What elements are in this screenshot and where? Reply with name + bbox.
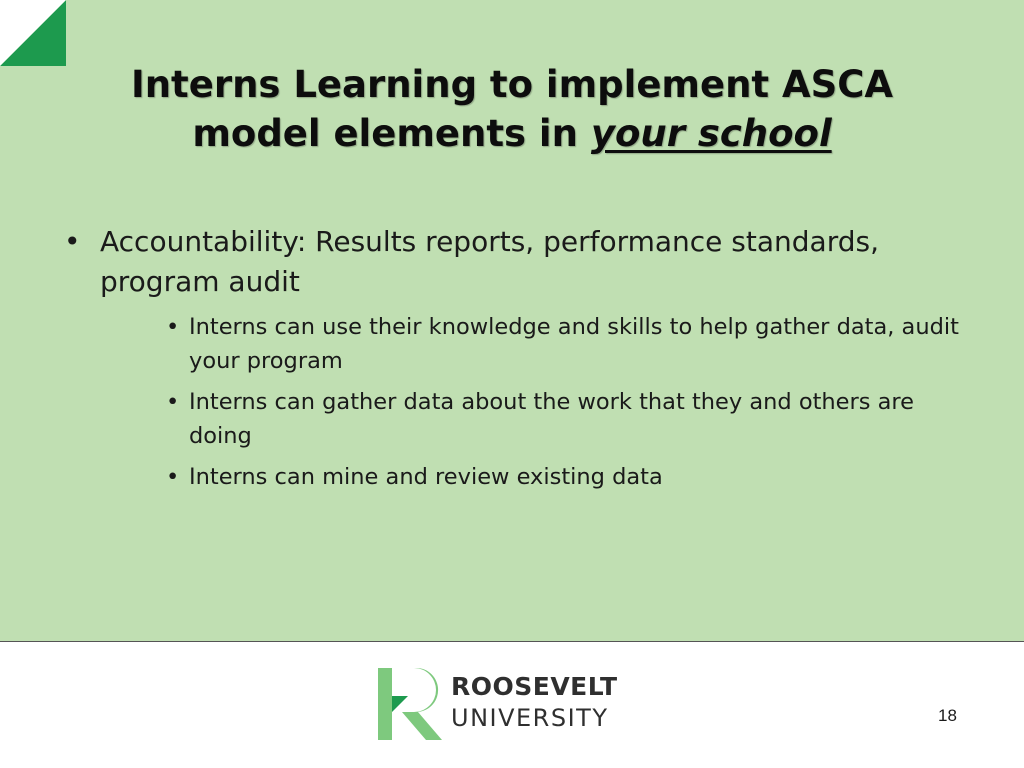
sub-bullet-text: Interns can gather data about the work that they and others are doing [189, 389, 915, 449]
title-line-2-prefix: model elements in [192, 112, 591, 155]
corner-fold-icon [0, 0, 66, 66]
bullet-accountability [64, 222, 964, 302]
sub-bullet-symbol: • [166, 314, 180, 340]
sub-bullet-text: Interns can mine and review existing data [189, 464, 663, 490]
roosevelt-r-logo-icon [378, 668, 442, 740]
page-number: 18 [938, 706, 957, 725]
bullet-text: Accountability: Results reports, performance standards, program audit [100, 225, 879, 298]
sub-bullet-symbol: • [166, 464, 180, 490]
sub-bullet-text: Interns can use their knowledge and skills to help gather data, audit your program [189, 314, 959, 374]
bullet-symbol: • [64, 225, 81, 258]
title-emphasis: your school [590, 112, 832, 155]
slide-title [80, 60, 944, 158]
title-line-2 [80, 109, 944, 158]
sub-bullet-item [166, 460, 966, 494]
logo-wordmark-line-1: ROOSEVELT [451, 672, 618, 701]
title-line-1: Interns Learning to implement ASCA [130, 63, 894, 106]
sub-bullet-list [166, 310, 966, 501]
logo-wordmark-line-2: UNIVERSITY [451, 704, 609, 732]
sub-bullet-item [166, 310, 966, 378]
roosevelt-university-logo [378, 668, 648, 742]
sub-bullet-item [166, 385, 966, 453]
sub-bullet-symbol: • [166, 389, 180, 415]
